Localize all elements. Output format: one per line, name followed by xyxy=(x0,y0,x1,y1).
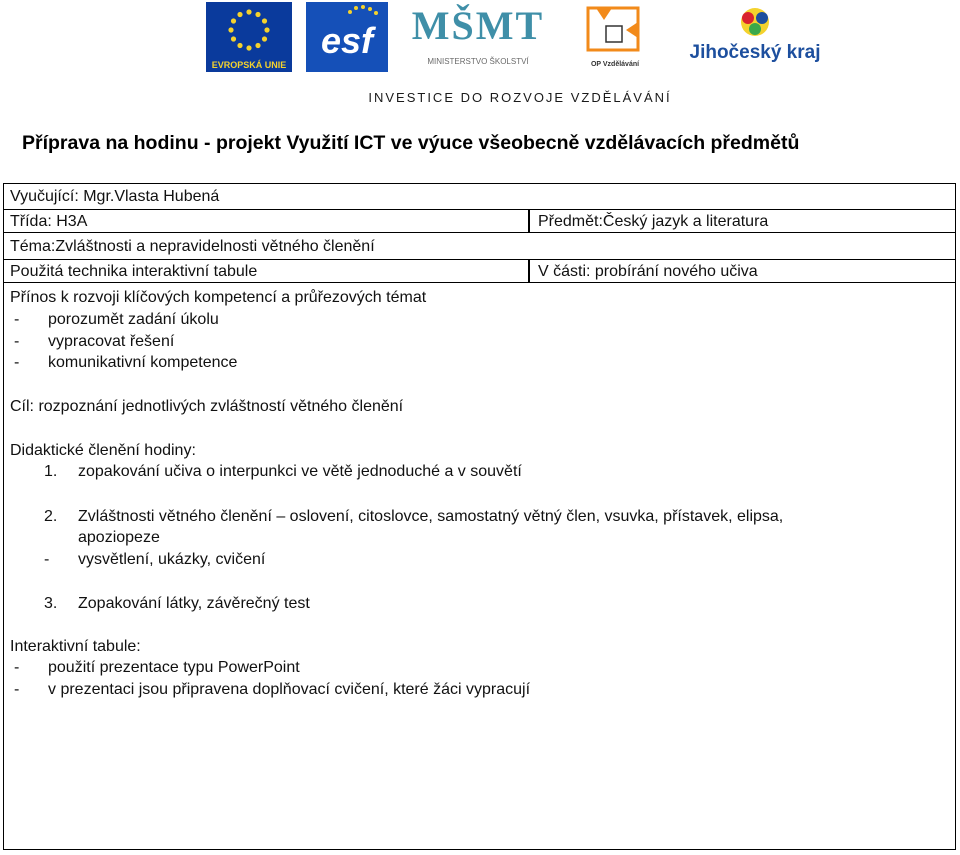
didakticke-heading: Didaktické členění hodiny: xyxy=(10,442,196,459)
prinos-item-1: porozumět zadání úkolu xyxy=(48,311,219,328)
page-title: Příprava na hodinu - projekt Využití ICT ve výuce všeobecně vzdělávacích předmětů xyxy=(22,132,800,154)
prinos-item-3: komunikativní kompetence xyxy=(48,354,238,371)
vyucujici-field: Vyučující: Mgr.Vlasta Hubená xyxy=(10,188,220,205)
prinos-dash-1: - xyxy=(14,311,20,328)
step-2-text-line-1: Zvláštnosti větného členění – oslovení, citoslovce, samostatný větný člen, vsuvka, přístavek, elipsa, xyxy=(78,508,784,525)
eu-stars-icon xyxy=(206,2,292,58)
eu-logo-text: EVROPSKÁ UNIE xyxy=(211,60,287,70)
msmt-logo-text: MŠMT xyxy=(411,3,545,48)
step-2-sub-dash: - xyxy=(44,551,50,568)
cil-field: Cíl: rozpoznání jednotlivých zvláštností větného členění xyxy=(10,398,404,415)
investice-slogan: INVESTICE DO ROZVOJE VZDĚLÁVÁNÍ xyxy=(368,90,672,105)
esf-logo xyxy=(306,2,388,72)
step-1-text: zopakování učiva o interpunkci ve větě jednoduché a v souvětí xyxy=(78,463,522,480)
op-arrows-icon xyxy=(566,2,664,62)
jihocesky-kraj-logo xyxy=(680,2,830,72)
prinos-dash-3: - xyxy=(14,354,20,371)
eu-flag-logo xyxy=(206,2,292,72)
step-2-sub-text: vysvětlení, ukázky, cvičení xyxy=(78,551,266,568)
tabule-item-1: použití prezentace typu PowerPoint xyxy=(48,659,300,676)
trida-field: Třída: H3A xyxy=(10,213,88,230)
msmt-logo-subtitle: MINISTERSTVO ŠKOLSTVÍ xyxy=(427,57,529,66)
tabule-dash-2: - xyxy=(14,681,20,698)
step-2-number: 2. xyxy=(44,508,58,525)
tema-field: Téma:Zvláštnosti a nepravidelnosti větného členění xyxy=(10,238,375,255)
op-vk-logo-subtitle: OP Vzdělávání xyxy=(590,61,640,68)
predmet-field: Předmět:Český jazyk a literatura xyxy=(538,213,769,230)
msmt-logo xyxy=(404,2,552,72)
cast-field: V části: probírání nového učiva xyxy=(538,263,758,280)
tabule-heading: Interaktivní tabule: xyxy=(10,638,141,655)
step-2-text-line-2: apoziopeze xyxy=(78,529,160,546)
step-1-number: 1. xyxy=(44,463,58,480)
jck-emblem-icon xyxy=(680,2,830,42)
op-vk-logo xyxy=(566,2,664,72)
prinos-item-2: vypracovat řešení xyxy=(48,333,175,350)
step-3-text: Zopakování látky, závěrečný test xyxy=(78,595,310,612)
esf-logo-text: esf xyxy=(320,20,374,61)
technika-field: Použitá technika interaktivní tabule xyxy=(10,263,258,280)
prinos-heading: Přínos k rozvoji klíčových kompetencí a průřezových témat xyxy=(10,289,427,306)
esf-stars-icon xyxy=(306,2,388,22)
prinos-dash-2: - xyxy=(14,333,20,350)
step-3-number: 3. xyxy=(44,595,58,612)
logo-bar xyxy=(0,0,960,78)
jck-logo-text: Jihočeský kraj xyxy=(689,42,821,63)
tabule-item-2: v prezentaci jsou připravena doplňovací cvičení, které žáci vypracují xyxy=(48,681,531,698)
tabule-dash-1: - xyxy=(14,659,20,676)
